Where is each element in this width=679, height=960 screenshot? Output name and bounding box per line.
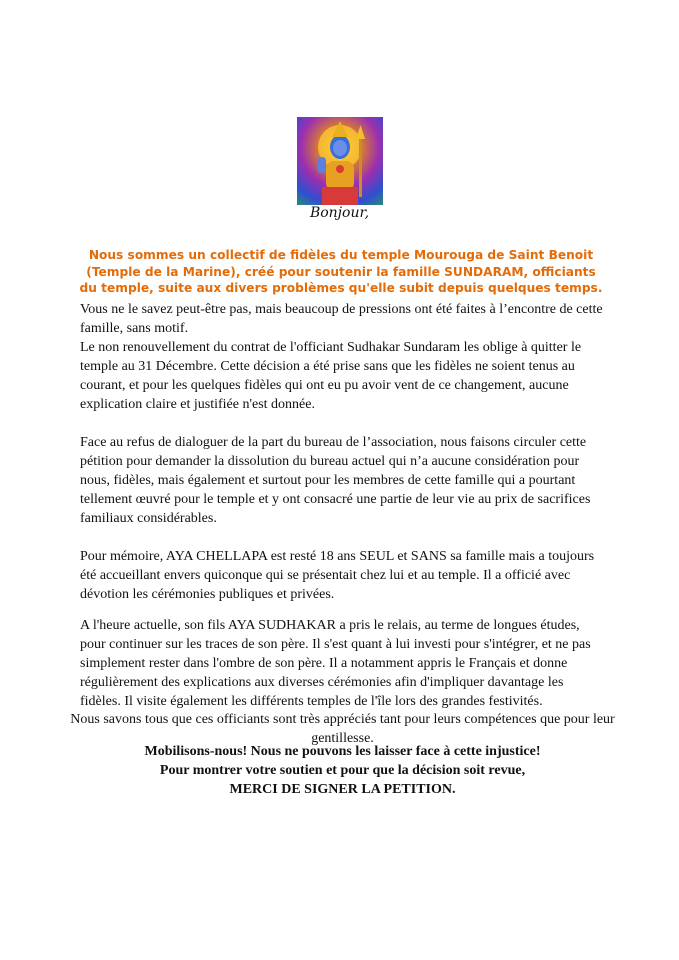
paragraph-pressions	[80, 300, 605, 338]
call-to-action	[60, 742, 625, 799]
appreciation-text: Nous savons tous que ces officiants sont très appréciés tant pour leurs compétences que pour leur gentillesse.	[70, 712, 615, 746]
paragraph-contract	[80, 338, 605, 414]
paragraph-aya-sudhakar	[80, 616, 605, 711]
call-to-action-line: Mobilisons-nous! Nous ne pouvons les laisser face à cette injustice!	[144, 744, 541, 759]
paragraph-aya-chellapa	[80, 547, 605, 604]
paragraph-text: Vous ne le savez peut-être pas, mais beaucoup de pressions ont été faites à l’encontre de cette famille, sans motif.	[80, 302, 603, 336]
paragraph-text: Face au refus de dialoguer de la part du bureau de l’association, nous faisons circuler cette pétition pour demander la dissolution du bureau actuel qui n’a aucune considération pour nous, fidèles, mais également et surtout pour les membres de cette famille qui a pourtant tellement œuvré pour le temple et y ont consacré une partie de leur vie au prix de sacrifices familiaux considérables.	[80, 435, 591, 526]
greeting: Bonjour,	[309, 205, 370, 221]
intro-heading: Nous sommes un collectif de fidèles du temple Mourouga de Saint Benoit (Temple de la Marine), créé pour soutenir la famille SUNDARAM, officiants du temple, suite aux divers problèmes qu'elle subit depuis quelques temps.	[79, 248, 603, 295]
deity-portrait-image	[297, 117, 383, 205]
paragraph-text: A l'heure actuelle, son fils AYA SUDHAKAR a pris le relais, au terme de longues études, pour continuer sur les traces de son père. Il s'est quant à lui investi pour s'intégrer, et ne pas simplement rester dans l'ombre de son père. Il a notamment appris le Français et donne régulièrement des explications aux diverses cérémonies afin d'impliquer davantage les fidèles. Il visite également les différents temples de l'île lors des grandes festivités.	[80, 618, 591, 709]
paragraph-text: Le non renouvellement du contrat de l'officiant Sudhakar Sundaram les oblige à quitter le temple au 31 Décembre. Cette décision a été prise sans que les fidèles ne soient tenus au courant, et pour les quelques fidèles qui ont eu pu avoir vent de ce changement, aucune explication claire et justifiée n'est donnée.	[80, 340, 582, 412]
paragraph-text: Pour mémoire, AYA CHELLAPA est resté 18 ans SEUL et SANS sa famille mais a toujours été accueillant envers quiconque qui se présentait chez lui et au temple. Il a officié avec dévotion les cérémonies publiques et privées.	[80, 549, 595, 602]
call-to-action-line: MERCI DE SIGNER LA PETITION.	[229, 782, 456, 797]
call-to-action-line: Pour montrer votre soutien et pour que la décision soit revue,	[159, 763, 526, 778]
paragraph-petition	[80, 433, 605, 528]
